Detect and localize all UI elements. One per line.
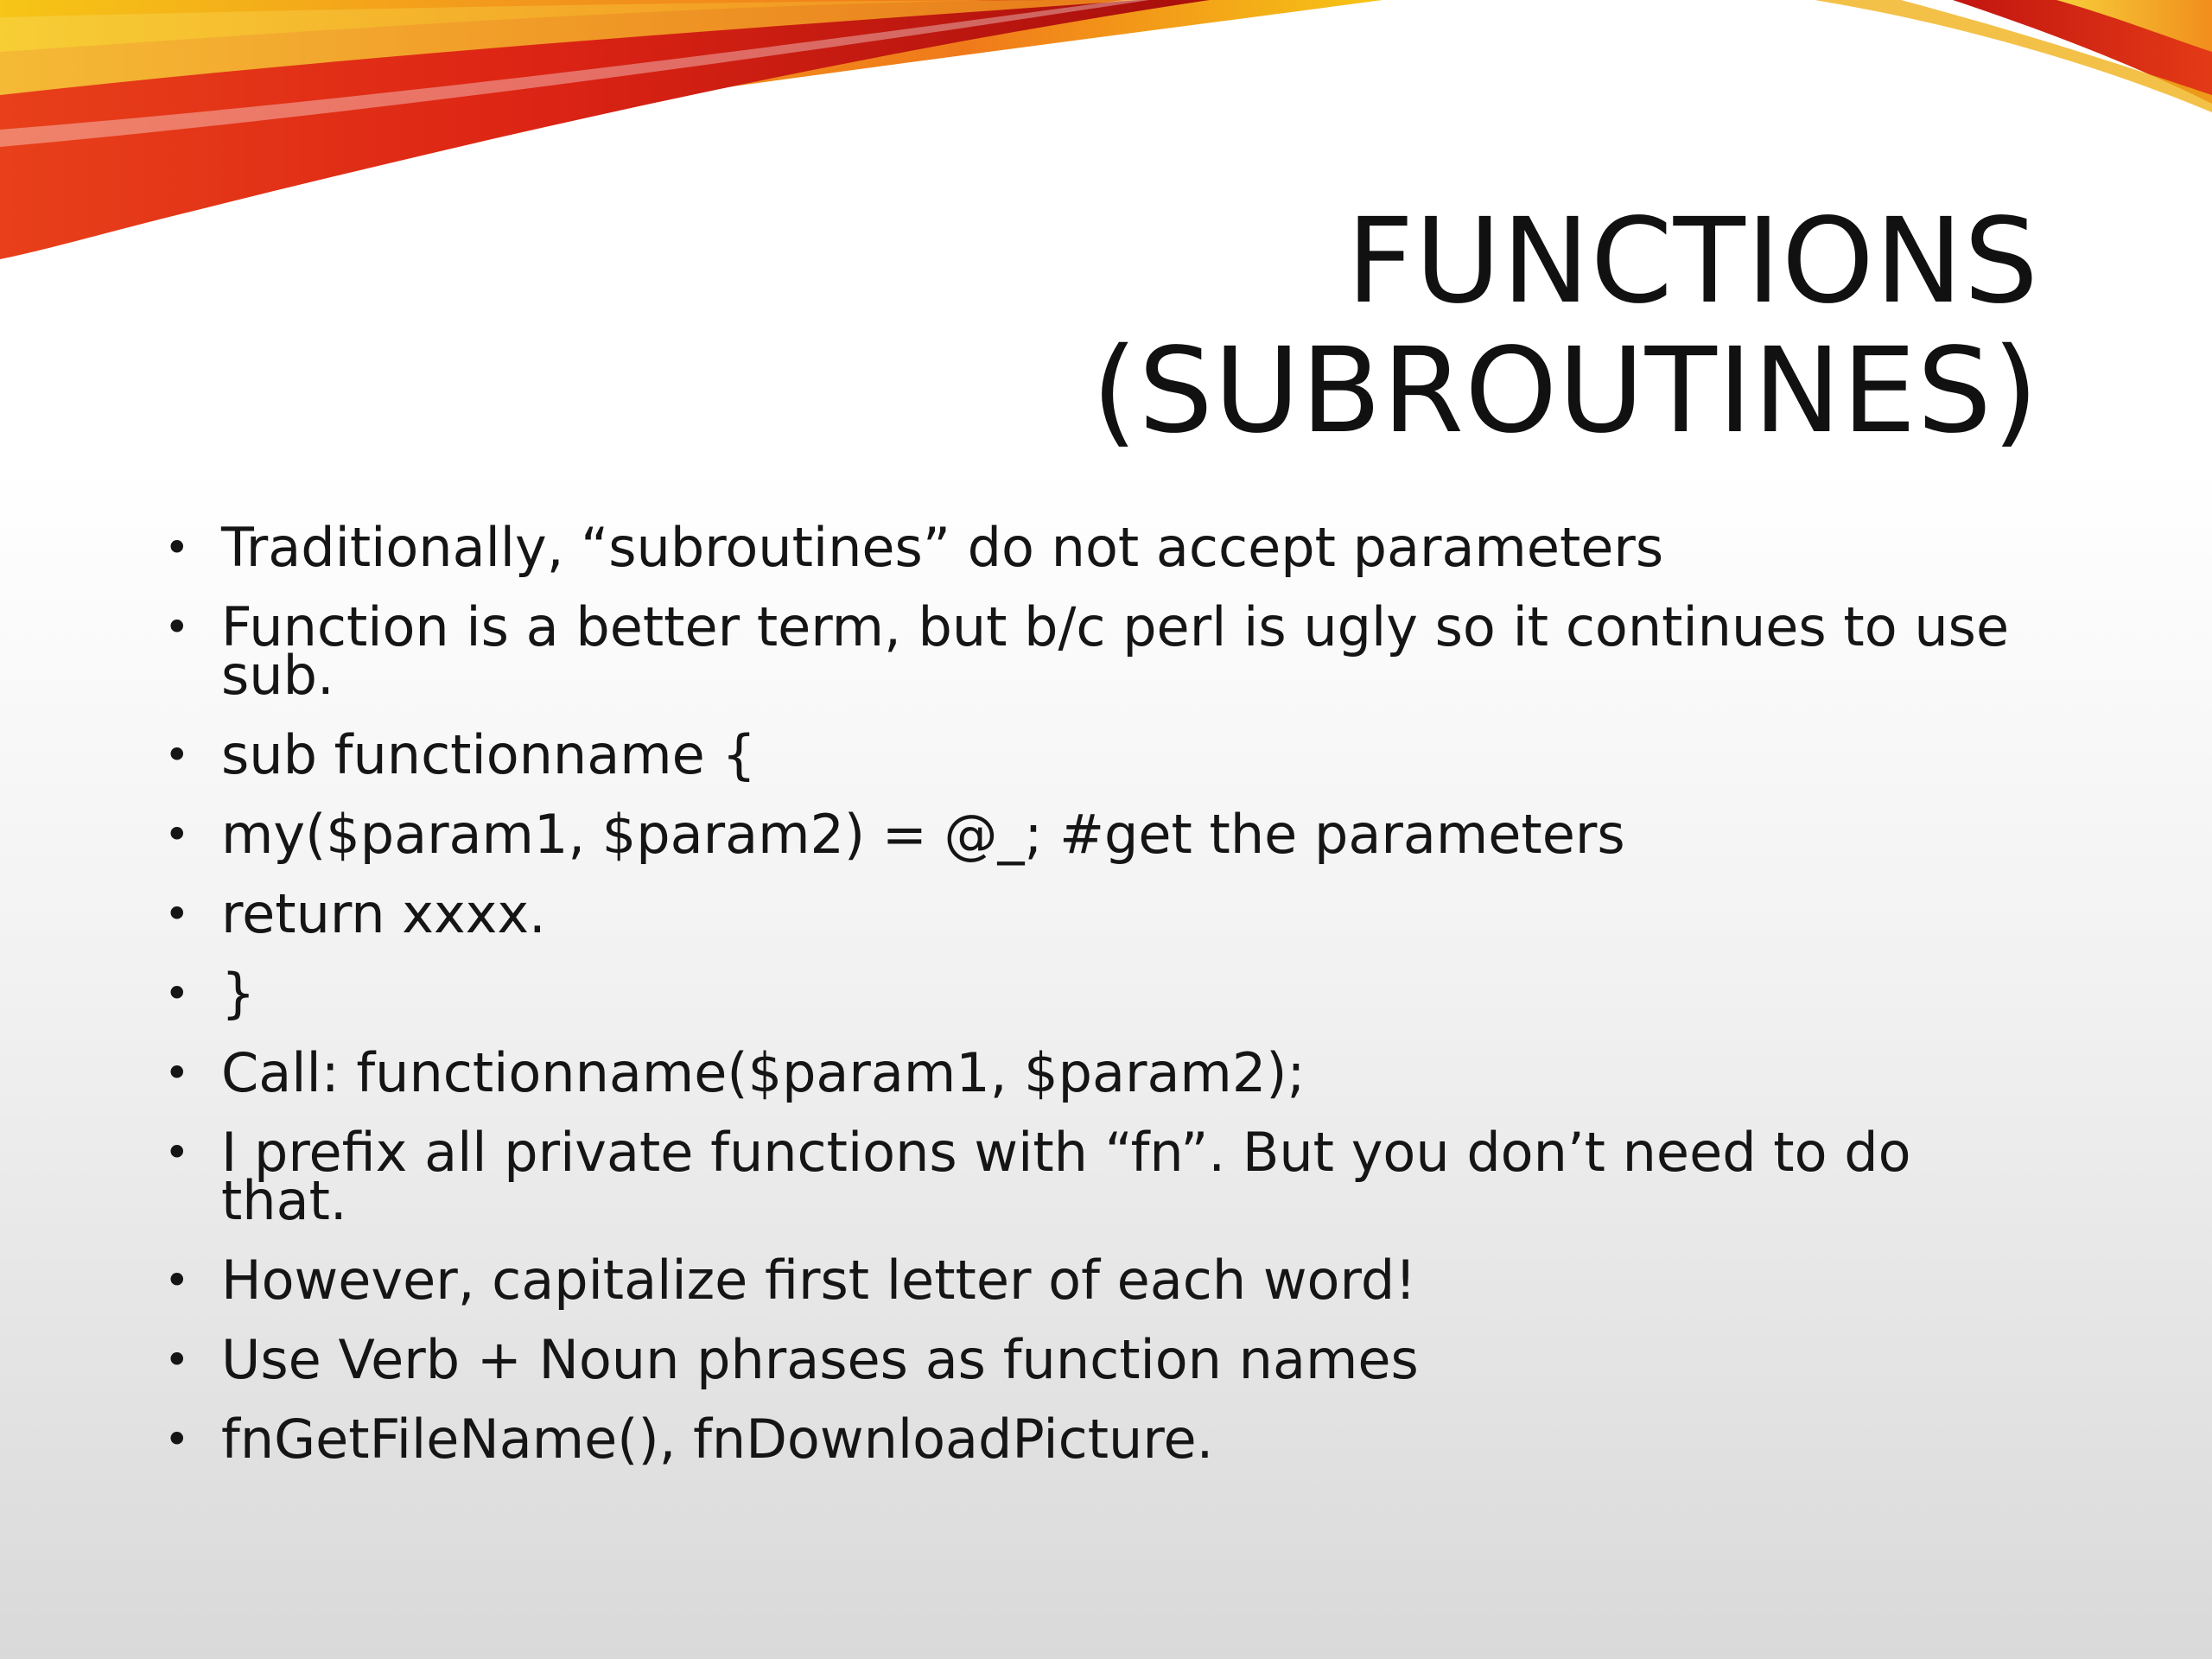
bullet-item (162, 723, 2046, 786)
bullet-item (162, 882, 2046, 945)
bullet-text: return xxxx. (221, 882, 546, 945)
bullet-dot-icon: • (164, 1335, 190, 1385)
bullet-dot-icon: • (164, 969, 190, 1019)
bullet-dot-icon: • (164, 602, 190, 652)
bullet-item (162, 803, 2046, 866)
bullet-text: Use Verb + Noun phrases as function names (221, 1328, 1419, 1391)
bullet-text: fnGetFileName(), fnDownloadPicture. (221, 1408, 1214, 1471)
bullet-item (162, 1121, 2046, 1232)
bullet-dot-icon: • (164, 810, 190, 860)
bullet-item (162, 1249, 2046, 1312)
slide-title-line-1: FUNCTIONS (1346, 194, 2039, 330)
bullet-item (162, 516, 2046, 579)
bullet-text: However, capitalize first letter of each word! (221, 1249, 1417, 1312)
bullet-text: sub functionname { (221, 723, 756, 786)
bullet-text: Traditionally, “subroutines” do not accept parameters (221, 516, 1664, 579)
bullet-item (162, 595, 2046, 707)
bullet-list (162, 516, 2046, 1495)
bullet-text: I prefix all private functions with “fn”. But you don’t need to do that. (221, 1121, 1911, 1232)
bullet-item (162, 1328, 2046, 1391)
bullet-dot-icon: • (164, 1255, 190, 1306)
bullet-dot-icon: • (164, 889, 190, 939)
bullet-item (162, 1408, 2046, 1471)
bullet-dot-icon: • (164, 730, 190, 780)
bullet-text: Call: functionname($param1, $param2); (221, 1041, 1306, 1104)
bullet-text: Function is a better term, but b/c perl is ugly so it continues to use sub. (221, 595, 2010, 707)
slide-title-line-2: (SUBROUTINES) (1091, 323, 2039, 460)
bullet-text: } (221, 962, 256, 1025)
bullet-dot-icon: • (164, 1048, 190, 1098)
bullet-item (162, 962, 2046, 1025)
bullet-dot-icon: • (164, 523, 190, 573)
bullet-dot-icon: • (164, 1128, 190, 1178)
bullet-dot-icon: • (164, 1414, 190, 1465)
bullet-item (162, 1041, 2046, 1104)
slide-title (657, 194, 2039, 460)
bullet-text: my($param1, $param2) = @_; #get the parameters (221, 803, 1625, 866)
